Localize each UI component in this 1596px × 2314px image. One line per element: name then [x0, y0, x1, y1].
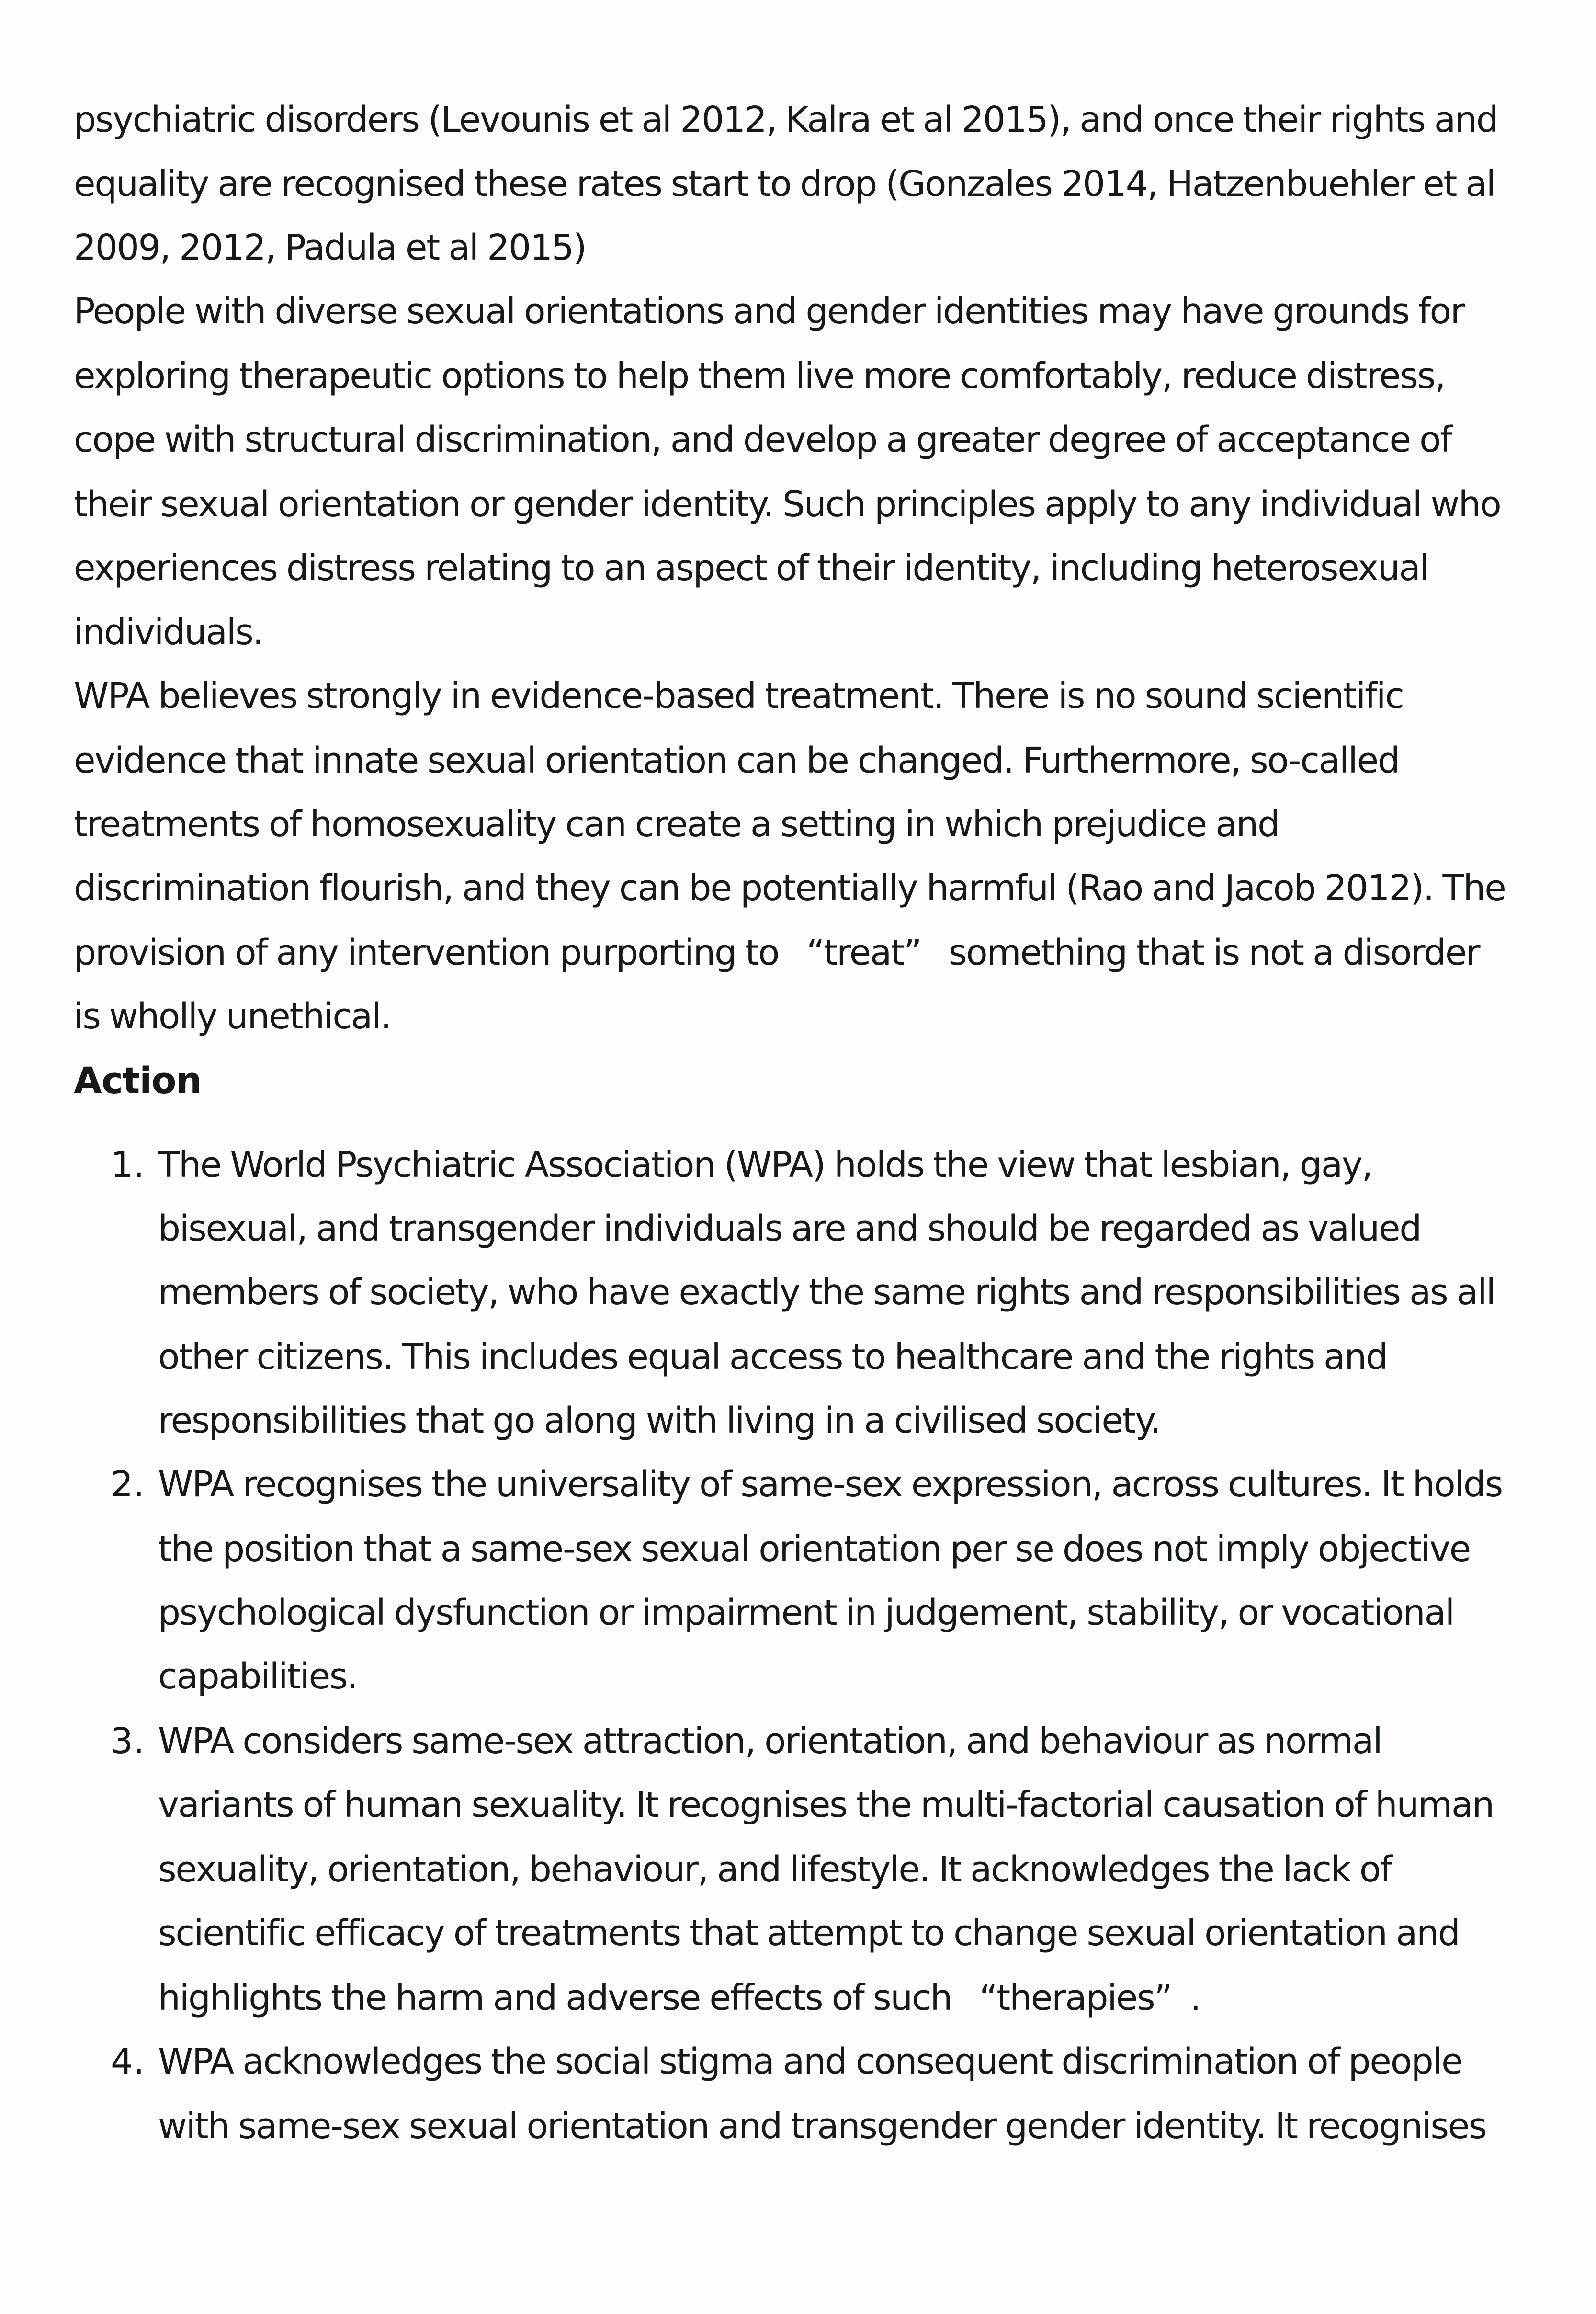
paragraph-2-line-5: experiences distress relating to an aspect of their identity, including heterosexual — [74, 547, 1429, 589]
paragraph-3-line-6: is wholly unethical. — [74, 996, 391, 1037]
paragraph-2-line-3: cope with structural discrimination, and develop a greater degree of acceptance of — [74, 419, 1452, 460]
paragraph-3-line-1: WPA believes strongly in evidence-based treatment. There is no sound scientific — [74, 675, 1404, 717]
paragraph-2-line-2: exploring therapeutic options to help them live more comfortably, reduce distress, — [74, 355, 1445, 397]
action-item-2-line-3: psychological dysfunction or impairment in judgement, stability, or vocational — [158, 1592, 1454, 1633]
paragraph-3-line-2: evidence that innate sexual orientation can be changed. Furthermore, so-called — [74, 740, 1399, 781]
action-item-2-line-2: the position that a same-sex sexual orientation per se does not imply objective — [158, 1528, 1471, 1570]
action-item-3-line-3: sexuality, orientation, behaviour, and lifestyle. It acknowledges the lack of — [158, 1849, 1392, 1890]
action-item-4-line-2: with same-sex sexual orientation and transgender gender identity. It recognises — [158, 2106, 1486, 2147]
action-item-2-line-4: capabilities. — [158, 1656, 357, 1697]
section-heading-action: Action — [74, 1059, 202, 1102]
paragraph-2-line-6: individuals. — [74, 612, 263, 653]
action-item-4-line-1: WPA acknowledges the social stigma and consequent discrimination of people — [158, 2041, 1462, 2082]
action-item-3-line-4: scientific efficacy of treatments that attempt to change sexual orientation and — [158, 1913, 1460, 1954]
paragraph-1-line-3: 2009, 2012, Padula et al 2015) — [74, 227, 586, 268]
list-number: 4. — [111, 2041, 145, 2082]
paragraph-2-line-4: their sexual orientation or gender identity. Such principles apply to any individual who — [74, 484, 1501, 525]
action-item-3-line-1: WPA considers same-sex attraction, orientation, and behaviour as normal — [158, 1721, 1382, 1762]
action-item-1-line-1: The World Psychiatric Association (WPA) holds the view that lesbian, gay, — [158, 1144, 1372, 1185]
paragraph-1-line-2: equality are recognised these rates start to drop (Gonzales 2014, Hatzenbuehler et al — [74, 163, 1495, 205]
action-item-1-line-3: members of society, who have exactly the same rights and responsibilities as all — [158, 1272, 1495, 1313]
paragraph-3-line-3: treatments of homosexuality can create a setting in which prejudice and — [74, 804, 1279, 845]
action-item-2-line-1: WPA recognises the universality of same-sex expression, across cultures. It holds — [158, 1464, 1503, 1505]
list-number: 3. — [111, 1721, 145, 1762]
list-number: 1. — [111, 1144, 145, 1185]
action-item-1-line-2: bisexual, and transgender individuals are and should be regarded as valued — [158, 1208, 1421, 1249]
paragraph-3-line-4: discrimination flourish, and they can be potentially harmful (Rao and Jacob 2012). The — [74, 867, 1505, 909]
paragraph-1-line-1: psychiatric disorders (Levounis et al 2012, Kalra et al 2015), and once their rights and — [74, 99, 1498, 140]
list-number: 2. — [111, 1464, 145, 1505]
action-item-1-line-4: other citizens. This includes equal access to healthcare and the rights and — [158, 1336, 1387, 1378]
action-item-3-line-2: variants of human sexuality. It recognises the multi-factorial causation of human — [158, 1784, 1494, 1825]
action-item-3-line-5: highlights the harm and adverse effects of such “therapies” . — [158, 1977, 1200, 2018]
paragraph-2-line-1: People with diverse sexual orientations and gender identities may have grounds for — [74, 291, 1464, 332]
paragraph-3-line-5: provision of any intervention purporting to “treat” something that is not a disorder — [74, 932, 1480, 973]
action-item-1-line-5: responsibilities that go along with living in a civilised society. — [158, 1400, 1160, 1441]
